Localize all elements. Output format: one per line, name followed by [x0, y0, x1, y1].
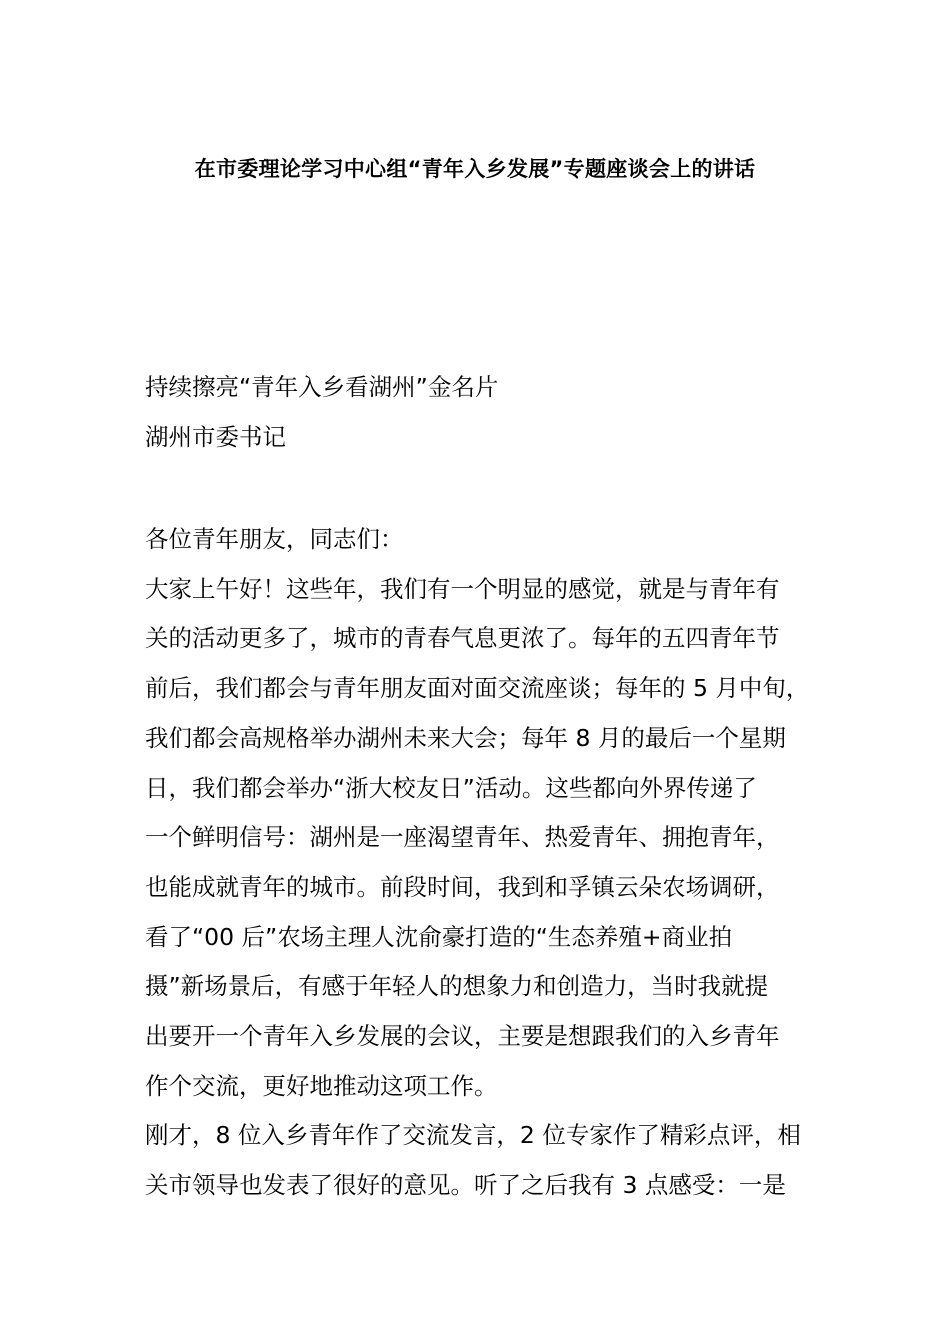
greeting: 各位青年朋友，同志们：	[145, 525, 404, 553]
document-title: 在市委理论学习中心组“青年入乡发展”专题座谈会上的讲话	[194, 157, 756, 181]
body-line: 也能成就青年的城市。前段时间，我到和孚镇云朵农场调研，	[145, 872, 780, 901]
body-line: 摄”新场景后，有感于年轻人的想象力和创造力，当时我就提	[145, 972, 769, 1001]
body-line: 看了“00 后”农场主理人沈俞豪打造的“生态养殖+商业拍	[145, 922, 733, 951]
body-line: 出要开一个青年入乡发展的会议，主要是想跟我们的入乡青年	[145, 1022, 780, 1051]
body-line: 我们都会高规格举办湖州未来大会；每年 8 月的最后一个星期	[145, 723, 786, 752]
speech-heading	[145, 363, 815, 462]
body-line: 关市领导也发表了很好的意见。听了之后我有 3 点感受：一是	[145, 1171, 786, 1200]
body-line: 日，我们都会举办“浙大校友日”活动。这些都向外界传递了	[145, 773, 757, 802]
speech-subtitle: 持续擦亮“青年入乡看湖州”金名片	[145, 373, 499, 401]
body-line: 前后，我们都会与青年朋友面对面交流座谈；每年的 5 月中旬，	[145, 674, 810, 703]
speech-author: 湖州市委书记	[145, 422, 286, 451]
body-line: 大家上午好！这些年，我们有一个明显的感觉，就是与青年有	[145, 574, 780, 603]
speech-body	[145, 515, 815, 1211]
body-line: 刚才，8 位入乡青年作了交流发言，2 位专家作了精彩点评，相	[145, 1121, 801, 1150]
body-line: 一个鲜明信号：湖州是一座渴望青年、热爱青年、拥抱青年，	[145, 823, 780, 852]
body-line: 关的活动更多了，城市的青春气息更浓了。每年的五四青年节	[145, 624, 780, 653]
body-line: 作个交流，更好地推动这项工作。	[145, 1071, 498, 1100]
